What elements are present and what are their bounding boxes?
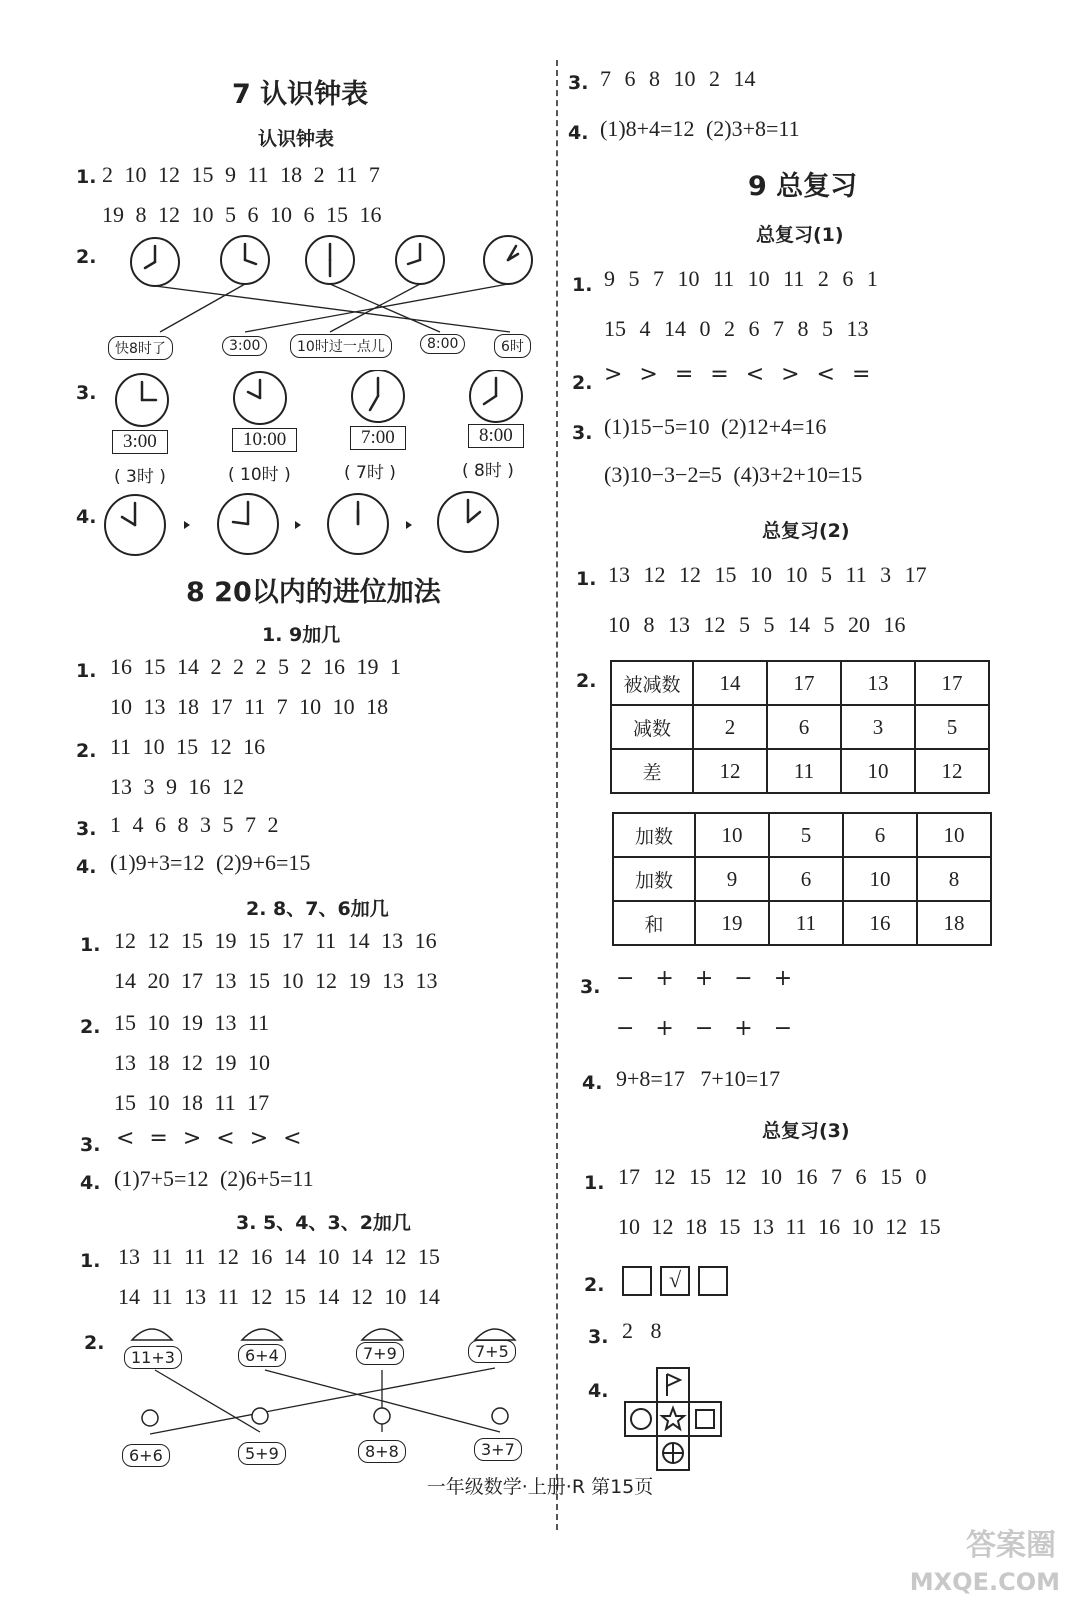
table-cell: 5	[915, 705, 989, 749]
answer-row: 14 11 13 11 12 15 14 12 10 14	[118, 1284, 440, 1309]
answer-row: − + + − +	[616, 966, 793, 991]
answer-row: 16 15 14 2 2 2 5 2 16 19 1	[110, 654, 401, 679]
addition-table	[612, 812, 992, 946]
table-cell: 10	[841, 749, 915, 793]
page-footer: 一年级数学·上册·R 第15页	[426, 1476, 654, 1498]
answer-row: 1 4 6 8 3 5 7 2	[110, 812, 279, 837]
table-cell: 16	[843, 901, 917, 945]
answer-checkbox	[698, 1266, 728, 1296]
answer-row: 13 11 11 12 16 14 10 14 12 15	[118, 1244, 440, 1269]
q-number: 4.	[588, 1380, 609, 1402]
table-row	[611, 749, 989, 793]
subtraction-table	[610, 660, 990, 794]
time-box: 3:00	[112, 430, 168, 454]
kid-expression: 6+6	[122, 1444, 170, 1467]
kid-expression: 3+7	[474, 1438, 522, 1461]
kid-expression: 5+9	[238, 1442, 286, 1465]
table-cell: 12	[915, 749, 989, 793]
table-cell: 2	[693, 705, 767, 749]
column-divider	[556, 60, 558, 1530]
q-number: 1.	[80, 934, 101, 956]
q-number: 1.	[572, 274, 593, 296]
table-row-label: 加数	[613, 857, 695, 901]
answer-checkbox-checked: √	[660, 1266, 690, 1296]
section-7-title: 7 认识钟表	[232, 79, 369, 110]
q-number: 3.	[580, 976, 601, 998]
q-number: 1.	[76, 166, 97, 188]
table-row-label: 加数	[613, 813, 695, 857]
table-cell: 6	[843, 813, 917, 857]
answer-row: − + − + −	[616, 1016, 793, 1041]
answer-row: 14 20 17 13 15 10 12 19 13 13	[114, 968, 438, 993]
answer-row: 13 18 12 19 10	[114, 1050, 270, 1075]
answer-row: 2 8	[622, 1318, 662, 1343]
hour-answer: ( 8时 )	[462, 461, 514, 481]
table-cell: 11	[767, 749, 841, 793]
review-2-subtitle: 总复习(2)	[762, 520, 850, 542]
table-row	[611, 705, 989, 749]
table-row-label: 被减数	[611, 661, 693, 705]
hour-answer: ( 7时 )	[344, 463, 396, 483]
watermark-logo: 答案圈	[966, 1528, 1056, 1563]
cube-net-figure	[620, 1366, 730, 1476]
time-tag: 快8时了	[108, 336, 173, 360]
clock-sequence	[100, 490, 510, 560]
q-number: 1.	[76, 660, 97, 682]
q-number: 3.	[80, 1134, 101, 1156]
q-number: 2.	[84, 1332, 105, 1354]
answer-row: 12 12 15 19 15 17 11 14 13 16	[114, 928, 437, 953]
hat-expression: 6+4	[238, 1344, 286, 1367]
answer-row: 13 12 12 15 10 10 5 11 3 17	[608, 562, 927, 587]
answer-row: 11 10 15 12 16	[110, 734, 266, 759]
q-number: 4.	[568, 122, 589, 144]
q-number: 2.	[584, 1274, 605, 1296]
q-number: 3.	[572, 422, 593, 444]
answer-row: 19 8 12 10 5 6 10 6 15 16	[102, 202, 382, 227]
hat-expression: 11+3	[124, 1346, 182, 1369]
answer-row: (1)8+4=12 (2)3+8=11	[600, 116, 800, 141]
clocks-q3	[100, 370, 540, 430]
time-box: 10:00	[232, 428, 297, 452]
section-8-title: 8 20以内的进位加法	[186, 577, 441, 608]
table-cell: 10	[843, 857, 917, 901]
time-box: 7:00	[350, 426, 406, 450]
answer-row: 15 10 18 11 17	[114, 1090, 270, 1115]
table-cell: 5	[769, 813, 843, 857]
watermark-url: MXQE.COM	[909, 1568, 1060, 1596]
section-9-title: 9 总复习	[748, 171, 858, 202]
answer-row: 10 13 18 17 11 7 10 10 18	[110, 694, 389, 719]
section-8-3-subtitle: 3. 5、4、3、2加几	[236, 1212, 411, 1234]
table-row	[613, 813, 991, 857]
section-7-subtitle: 认识钟表	[258, 128, 335, 150]
hour-answer: ( 10时 )	[228, 465, 291, 485]
q-number: 4.	[76, 856, 97, 878]
answer-row: 9+8=17 7+10=17	[616, 1066, 781, 1091]
table-cell: 10	[917, 813, 991, 857]
q-number: 1.	[80, 1250, 101, 1272]
hat-expression: 7+5	[468, 1340, 516, 1363]
table-cell: 6	[769, 857, 843, 901]
kid-expression: 8+8	[358, 1440, 406, 1463]
q-number: 1.	[584, 1172, 605, 1194]
q-number: 4.	[80, 1172, 101, 1194]
q-number: 2.	[80, 1016, 101, 1038]
answer-row: 15 10 19 13 11	[114, 1010, 270, 1035]
table-cell: 3	[841, 705, 915, 749]
q-number: 1.	[576, 568, 597, 590]
table-row-label: 差	[611, 749, 693, 793]
answer-row: (1)7+5=12 (2)6+5=11	[114, 1166, 314, 1191]
answer-row: 17 12 15 12 10 16 7 6 15 0	[618, 1164, 927, 1189]
answer-row: 7 6 8 10 2 14	[600, 66, 756, 91]
table-cell: 11	[769, 901, 843, 945]
q-number: 2.	[76, 740, 97, 762]
time-tag: 8:00	[420, 334, 465, 354]
q-number: 2.	[576, 670, 597, 692]
table-row	[613, 901, 991, 945]
answer-row: 2 10 12 15 9 11 18 2 11 7	[102, 162, 380, 187]
table-cell: 6	[767, 705, 841, 749]
answer-row: (3)10−3−2=5 (4)3+2+10=15	[604, 462, 863, 487]
table-cell: 10	[695, 813, 769, 857]
table-cell: 18	[917, 901, 991, 945]
table-cell: 17	[767, 661, 841, 705]
answer-checkbox	[622, 1266, 652, 1296]
answer-row: 15 4 14 0 2 6 7 8 5 13	[604, 316, 869, 341]
table-cell: 14	[693, 661, 767, 705]
time-tag: 3:00	[222, 336, 267, 356]
table-cell: 9	[695, 857, 769, 901]
answer-row: 9 5 7 10 11 10 11 2 6 1	[604, 266, 878, 291]
section-8-2-subtitle: 2. 8、7、6加几	[246, 898, 389, 920]
answer-row: < = > < > <	[116, 1126, 302, 1151]
table-row-label: 减数	[611, 705, 693, 749]
time-tag: 10时过一点儿	[290, 334, 392, 358]
answer-row: 13 3 9 16 12	[110, 774, 244, 799]
q-number: 3.	[588, 1326, 609, 1348]
time-tag: 6时	[494, 334, 531, 358]
q-number: 4.	[76, 506, 97, 528]
q-number: 4.	[582, 1072, 603, 1094]
section-8-1-subtitle: 1. 9加几	[262, 624, 341, 646]
time-box: 8:00	[468, 424, 524, 448]
q-number: 3.	[76, 382, 97, 404]
q-number: 3.	[76, 818, 97, 840]
table-row	[611, 661, 989, 705]
answer-row: (1)9+3=12 (2)9+6=15	[110, 850, 311, 875]
q-number: 2.	[76, 246, 97, 268]
answer-row: 10 12 18 15 13 11 16 10 12 15	[618, 1214, 941, 1239]
table-row-label: 和	[613, 901, 695, 945]
review-3-subtitle: 总复习(3)	[762, 1120, 850, 1142]
table-cell: 13	[841, 661, 915, 705]
hat-expression: 7+9	[356, 1342, 404, 1365]
answer-row: 10 8 13 12 5 5 14 5 20 16	[608, 612, 906, 637]
hour-answer: ( 3时 )	[114, 467, 166, 487]
table-cell: 19	[695, 901, 769, 945]
table-cell: 8	[917, 857, 991, 901]
q-number: 2.	[572, 372, 593, 394]
review-1-subtitle: 总复习(1)	[756, 224, 844, 246]
answer-row: > > = = < > < =	[604, 362, 871, 387]
table-cell: 12	[693, 749, 767, 793]
answer-row: (1)15−5=10 (2)12+4=16	[604, 414, 827, 439]
q-number: 3.	[568, 72, 589, 94]
table-row	[613, 857, 991, 901]
table-cell: 17	[915, 661, 989, 705]
